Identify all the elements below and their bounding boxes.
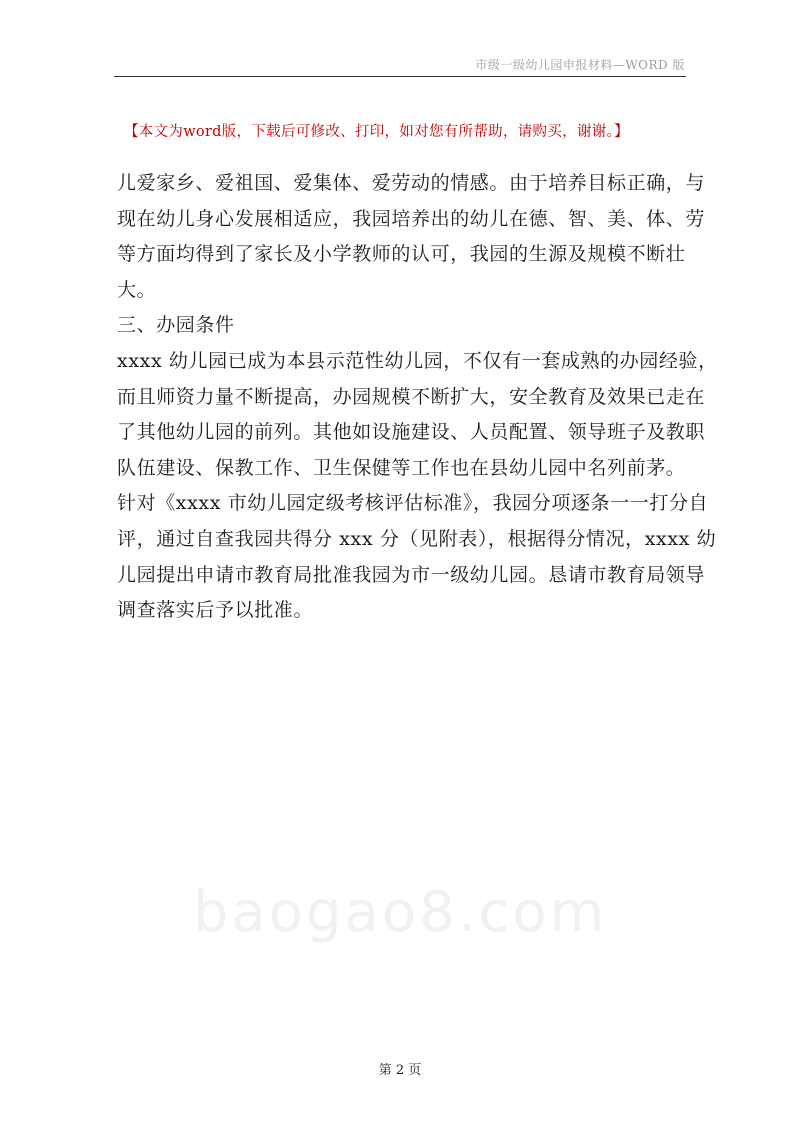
body-line: 队伍建设、保教工作、卫生保健等工作也在县幼儿园中名列前茅。 (117, 456, 686, 479)
download-notice: 【本文为word版，下载后可修改、打印，如对您有所帮助，请购买，谢谢。】 (124, 124, 629, 140)
document-body (117, 166, 718, 629)
body-line: 针对《xxxx 市幼儿园定级考核评估标准》，我园分项逐条一一打分自 (117, 492, 709, 515)
body-line: 而且师资力量不断提高，办园规模不断扩大，安全教育及效果已走在 (117, 385, 706, 408)
body-line: 儿园提出申请市教育局批准我园为市一级幼儿园。恳请市教育局领导 (117, 563, 706, 586)
body-line: 大。 (117, 278, 157, 301)
section-heading: 三、办园条件 (117, 314, 235, 337)
body-line: 了其他幼儿园的前列。其他如设施建设、人员配置、领导班子及教职 (117, 421, 706, 444)
header-divider (114, 76, 686, 77)
page-number: 第 2 页 (378, 1063, 422, 1078)
body-line: 儿爱家乡、爱祖国、爱集体、爱劳动的情感。由于培养目标正确，与 (117, 172, 706, 194)
body-line: 调查落实后予以批准。 (117, 599, 314, 622)
body-line: 评，通过自查我园共得分 xxx 分（见附表），根据得分情况，xxxx 幼 (117, 527, 717, 550)
body-line: 现在幼儿身心发展相适应，我园培养出的幼儿在德、智、美、体、劳 (117, 207, 706, 230)
body-line: xxxx 幼儿园已成为本县示范性幼儿园，不仅有一套成熟的办园经验， (117, 349, 718, 372)
watermark: baogao8.com (192, 880, 608, 945)
running-header: 市级一级幼儿园申报材料—WORD 版 (475, 58, 685, 72)
body-line: 等方面均得到了家长及小学教师的认可，我园的生源及规模不断壮 (117, 243, 686, 266)
